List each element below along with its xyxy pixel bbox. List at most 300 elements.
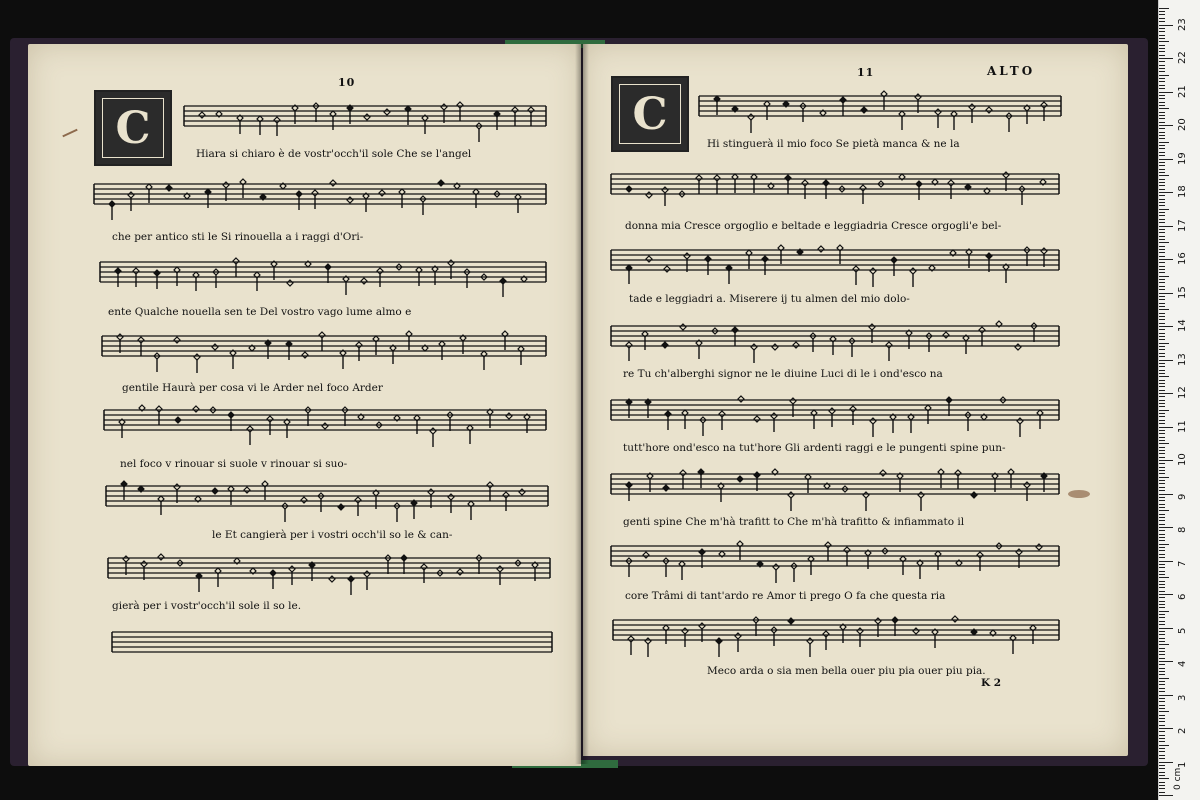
ruler-number: 12 bbox=[1177, 386, 1188, 399]
ruler-tick bbox=[1159, 507, 1165, 508]
ruler-tick bbox=[1159, 658, 1165, 659]
ruler-tick bbox=[1159, 544, 1169, 545]
ruler-tick bbox=[1159, 427, 1173, 428]
ruler-tick bbox=[1159, 108, 1169, 109]
ruler-tick bbox=[1159, 567, 1165, 568]
ruler-tick bbox=[1159, 715, 1165, 716]
ink-mark bbox=[62, 129, 77, 138]
ruler-tick bbox=[1159, 430, 1165, 431]
ruler-tick bbox=[1159, 661, 1173, 662]
ruler-tick bbox=[1159, 212, 1165, 213]
staff-line bbox=[108, 548, 550, 588]
ruler-tick bbox=[1159, 239, 1165, 240]
ruler-tick bbox=[1159, 782, 1165, 783]
ruler-tick bbox=[1159, 299, 1165, 300]
paper-stain bbox=[1068, 490, 1090, 498]
ruler-tick bbox=[1159, 393, 1173, 394]
ruler-tick bbox=[1159, 708, 1165, 709]
ruler-tick bbox=[1159, 504, 1165, 505]
ruler-number: 8 bbox=[1177, 526, 1188, 533]
ruler-tick bbox=[1159, 772, 1165, 773]
ruler-tick bbox=[1159, 762, 1173, 763]
ruler-tick bbox=[1159, 664, 1165, 665]
ruler-tick bbox=[1159, 668, 1165, 669]
ruler-tick bbox=[1159, 199, 1165, 200]
ruler-number: 23 bbox=[1177, 17, 1188, 31]
ruler-tick bbox=[1159, 155, 1165, 156]
ruler-tick bbox=[1159, 306, 1165, 307]
ruler-number: 16 bbox=[1177, 252, 1188, 265]
ruler-tick bbox=[1159, 671, 1165, 672]
ruler-tick bbox=[1159, 102, 1165, 103]
ruler-tick bbox=[1159, 604, 1165, 605]
ruler-tick bbox=[1159, 192, 1173, 193]
ruler-tick bbox=[1159, 98, 1165, 99]
ruler-tick bbox=[1159, 728, 1173, 729]
ruler-tick bbox=[1159, 453, 1165, 454]
ruler-tick bbox=[1159, 132, 1165, 133]
ruler-number: 14 bbox=[1177, 319, 1188, 332]
ruler-tick bbox=[1159, 366, 1165, 367]
ruler-tick bbox=[1159, 219, 1165, 220]
ruler-tick bbox=[1159, 494, 1173, 495]
ruler-tick bbox=[1159, 256, 1165, 257]
ruler-tick bbox=[1159, 145, 1165, 146]
staff-line bbox=[184, 96, 546, 136]
ruler-number: 4 bbox=[1177, 660, 1188, 667]
ruler-tick bbox=[1159, 748, 1165, 749]
ruler-tick bbox=[1159, 571, 1165, 572]
ruler-tick bbox=[1159, 480, 1165, 481]
ruler-tick bbox=[1159, 38, 1165, 39]
ruler-tick bbox=[1159, 423, 1165, 424]
ruler-tick bbox=[1159, 85, 1165, 86]
ruler-tick bbox=[1159, 527, 1173, 528]
ruler-tick bbox=[1159, 21, 1165, 22]
ruler-tick bbox=[1159, 795, 1173, 796]
ruler-tick bbox=[1159, 81, 1165, 82]
lyric-line: core Trâmi di tant'ardo re Amor ti prego O fa che questa ria bbox=[625, 590, 946, 602]
ruler-tick bbox=[1159, 678, 1169, 679]
ruler-number: 9 bbox=[1177, 493, 1188, 500]
ruler-number: 11 bbox=[1177, 419, 1188, 433]
ruler-tick bbox=[1159, 252, 1165, 253]
ruler-tick bbox=[1159, 534, 1165, 535]
ruler-tick bbox=[1159, 591, 1165, 592]
ruler-tick bbox=[1159, 406, 1165, 407]
staff-line bbox=[100, 252, 546, 292]
ruler-tick bbox=[1159, 433, 1165, 434]
ruler-tick bbox=[1159, 215, 1165, 216]
ruler-tick bbox=[1159, 75, 1169, 76]
ruler-tick bbox=[1159, 226, 1173, 227]
ruler-tick bbox=[1159, 674, 1165, 675]
ruler-tick bbox=[1159, 638, 1165, 639]
ruler-tick bbox=[1159, 557, 1165, 558]
ruler-tick bbox=[1159, 718, 1165, 719]
ruler-tick bbox=[1159, 179, 1165, 180]
ruler-tick bbox=[1159, 112, 1165, 113]
ruler-tick bbox=[1159, 775, 1165, 776]
ruler-tick bbox=[1159, 303, 1165, 304]
ruler-tick bbox=[1159, 755, 1165, 756]
ruler-number: 2 bbox=[1177, 727, 1188, 734]
staff-line bbox=[94, 174, 546, 214]
ruler-tick bbox=[1159, 333, 1165, 334]
ruler-tick bbox=[1159, 185, 1165, 186]
ruler-tick bbox=[1159, 363, 1165, 364]
ruler-tick bbox=[1159, 490, 1165, 491]
ruler-tick bbox=[1159, 584, 1165, 585]
ruler-tick bbox=[1159, 631, 1165, 632]
signature-mark: K 2 bbox=[981, 677, 1002, 689]
ruler-number: 3 bbox=[1177, 694, 1188, 701]
ruler-tick bbox=[1159, 681, 1165, 682]
ruler-tick bbox=[1159, 45, 1165, 46]
ruler-tick bbox=[1159, 574, 1165, 575]
ruler-number: 21 bbox=[1177, 84, 1188, 98]
ruler-tick bbox=[1159, 105, 1165, 106]
ruler-tick bbox=[1159, 403, 1165, 404]
ruler-tick bbox=[1159, 289, 1165, 290]
ruler-tick bbox=[1159, 487, 1165, 488]
ruler-tick bbox=[1159, 353, 1165, 354]
ruler-tick bbox=[1159, 621, 1165, 622]
ruler-tick bbox=[1159, 135, 1165, 136]
ruler-tick bbox=[1159, 319, 1165, 320]
ruler-tick bbox=[1159, 370, 1165, 371]
ruler-tick bbox=[1159, 587, 1165, 588]
ruler-tick bbox=[1159, 293, 1173, 294]
ruler-tick bbox=[1159, 457, 1165, 458]
ruler-tick bbox=[1159, 396, 1165, 397]
ruler-tick bbox=[1159, 617, 1165, 618]
ruler-tick bbox=[1159, 182, 1165, 183]
ruler-tick bbox=[1159, 25, 1173, 26]
decorated-initial-right: C bbox=[611, 76, 689, 152]
lyric-line: re Tu ch'alberghi signor ne le diuine Luci di le i ond'esco na bbox=[623, 368, 943, 380]
ruler-tick bbox=[1159, 326, 1173, 327]
ruler-tick bbox=[1159, 416, 1165, 417]
ruler-tick bbox=[1159, 175, 1169, 176]
ruler-number: 6 bbox=[1177, 593, 1188, 600]
staff-line bbox=[611, 536, 1059, 576]
ruler-tick bbox=[1159, 386, 1165, 387]
ruler-tick bbox=[1159, 242, 1169, 243]
ruler-tick bbox=[1159, 648, 1165, 649]
ruler-tick bbox=[1159, 684, 1165, 685]
ruler-number: 10 bbox=[1177, 453, 1188, 466]
lyric-line: le Et cangierà per i vostri occh'il so le & can- bbox=[212, 529, 453, 541]
measuring-ruler bbox=[1158, 0, 1200, 800]
ruler-tick bbox=[1159, 232, 1165, 233]
ruler-tick bbox=[1159, 35, 1165, 36]
ruler-tick bbox=[1159, 725, 1165, 726]
ruler-tick bbox=[1159, 346, 1165, 347]
ruler-tick bbox=[1159, 497, 1165, 498]
ruler-tick bbox=[1159, 71, 1165, 72]
ruler-tick bbox=[1159, 122, 1165, 123]
ruler-tick bbox=[1159, 641, 1165, 642]
ruler-tick bbox=[1159, 313, 1165, 314]
ruler-tick bbox=[1159, 336, 1165, 337]
ruler-tick bbox=[1159, 152, 1165, 153]
ruler-tick bbox=[1159, 634, 1165, 635]
ruler-tick bbox=[1159, 373, 1165, 374]
ruler-tick bbox=[1159, 41, 1169, 42]
ruler-tick bbox=[1159, 259, 1173, 260]
lyric-line: gierà per i vostr'occh'il sole il so le. bbox=[112, 600, 302, 612]
ruler-tick bbox=[1159, 356, 1165, 357]
lyric-line: genti spine Che m'hà trafitt to Che m'hà trafitto & infiammato il bbox=[623, 516, 965, 528]
staff-line bbox=[106, 476, 548, 516]
ruler-tick bbox=[1159, 701, 1165, 702]
ruler-number: 7 bbox=[1177, 560, 1188, 567]
ruler-number: 18 bbox=[1177, 185, 1188, 198]
ruler-tick bbox=[1159, 537, 1165, 538]
ruler-tick bbox=[1159, 688, 1165, 689]
ruler-tick bbox=[1159, 437, 1165, 438]
ruler-tick bbox=[1159, 229, 1165, 230]
ruler-tick bbox=[1159, 698, 1165, 699]
lyric-line: Hi stinguerà il mio foco Se pietà manca & ne la bbox=[707, 138, 960, 150]
ruler-tick bbox=[1159, 360, 1173, 361]
ruler-tick bbox=[1159, 142, 1169, 143]
ruler-tick bbox=[1159, 329, 1165, 330]
ruler-tick bbox=[1159, 51, 1165, 52]
ruler-tick bbox=[1159, 614, 1165, 615]
lyric-line: nel foco v rinouar si suole v rinouar si suo- bbox=[120, 458, 348, 470]
ruler-tick bbox=[1159, 343, 1169, 344]
ruler-tick bbox=[1159, 159, 1173, 160]
ruler-tick bbox=[1159, 95, 1165, 96]
ruler-tick bbox=[1159, 554, 1165, 555]
ruler-tick bbox=[1159, 463, 1165, 464]
ruler-tick bbox=[1159, 524, 1165, 525]
ruler-tick bbox=[1159, 450, 1165, 451]
lyric-line: tutt'hore ond'esco na tut'hore Gli ardenti raggi e le pungenti spine pun- bbox=[623, 442, 1006, 454]
ruler-tick bbox=[1159, 202, 1165, 203]
right-page bbox=[583, 44, 1128, 756]
ruler-tick bbox=[1159, 266, 1165, 267]
ruler-tick bbox=[1159, 189, 1165, 190]
ruler-tick bbox=[1159, 443, 1169, 444]
ruler-tick bbox=[1159, 440, 1165, 441]
ruler-tick bbox=[1159, 349, 1165, 350]
ruler-tick bbox=[1159, 276, 1169, 277]
ruler-tick bbox=[1159, 691, 1165, 692]
ruler-tick bbox=[1159, 169, 1165, 170]
ruler-tick bbox=[1159, 564, 1165, 565]
ruler-tick bbox=[1159, 510, 1169, 511]
ruler-tick bbox=[1159, 14, 1165, 15]
ruler-tick bbox=[1159, 597, 1165, 598]
ruler-tick bbox=[1159, 735, 1165, 736]
ruler-tick bbox=[1159, 269, 1165, 270]
lyric-line: tade e leggiadri a. Miserere ij tu almen del mio dolo- bbox=[629, 293, 910, 305]
ruler-number: 1 bbox=[1177, 761, 1188, 768]
staff-line bbox=[611, 464, 1059, 504]
lyric-line: gentile Haurà per cosa vi le Arder nel foco Arder bbox=[122, 382, 383, 394]
ruler-tick bbox=[1159, 483, 1165, 484]
ruler-tick bbox=[1159, 517, 1165, 518]
ruler-tick bbox=[1159, 296, 1165, 297]
ruler-tick bbox=[1159, 138, 1165, 139]
ruler-tick bbox=[1159, 785, 1165, 786]
voice-part-label: ALTO bbox=[987, 64, 1036, 78]
ruler-unit-label: 0 cm bbox=[1173, 767, 1183, 790]
ruler-tick bbox=[1159, 561, 1173, 562]
staff-line bbox=[104, 400, 546, 440]
ruler-tick bbox=[1159, 18, 1165, 19]
ruler-tick bbox=[1159, 282, 1165, 283]
ruler-tick bbox=[1159, 741, 1165, 742]
ruler-tick bbox=[1159, 530, 1165, 531]
ruler-tick bbox=[1159, 778, 1169, 779]
ruler-tick bbox=[1159, 550, 1165, 551]
ruler-tick bbox=[1159, 514, 1165, 515]
left-page bbox=[28, 44, 581, 766]
ruler-tick bbox=[1159, 323, 1165, 324]
ruler-tick bbox=[1159, 470, 1165, 471]
ruler-tick bbox=[1159, 758, 1165, 759]
ruler-tick bbox=[1159, 467, 1165, 468]
right-page-number: 11 bbox=[857, 66, 875, 79]
ruler-tick bbox=[1159, 118, 1165, 119]
ruler-tick bbox=[1159, 447, 1165, 448]
ruler-tick bbox=[1159, 205, 1165, 206]
ruler-tick bbox=[1159, 68, 1165, 69]
ruler-tick bbox=[1159, 654, 1165, 655]
staff-line bbox=[611, 390, 1059, 430]
lyric-line: Meco arda o sia men bella ouer piu pia ouer piu pia. bbox=[707, 665, 986, 677]
ruler-tick bbox=[1159, 339, 1165, 340]
ruler-tick bbox=[1159, 165, 1165, 166]
ruler-tick bbox=[1159, 400, 1165, 401]
ruler-number: 15 bbox=[1177, 285, 1188, 299]
ruler-tick bbox=[1159, 272, 1165, 273]
ruler-tick bbox=[1159, 236, 1165, 237]
ruler-tick bbox=[1159, 473, 1165, 474]
ruler-tick bbox=[1159, 48, 1165, 49]
ruler-tick bbox=[1159, 410, 1169, 411]
ruler-tick bbox=[1159, 88, 1165, 89]
ruler-tick bbox=[1159, 705, 1165, 706]
ruler-tick bbox=[1159, 286, 1165, 287]
ruler-tick bbox=[1159, 644, 1169, 645]
ruler-tick bbox=[1159, 78, 1165, 79]
ruler-tick bbox=[1159, 651, 1165, 652]
ruler-tick bbox=[1159, 55, 1165, 56]
staff-line bbox=[699, 86, 1061, 126]
ruler-tick bbox=[1159, 376, 1169, 377]
ruler-tick bbox=[1159, 420, 1165, 421]
staff-line bbox=[613, 610, 1059, 650]
ruler-tick bbox=[1159, 195, 1165, 196]
ruler-tick bbox=[1159, 738, 1165, 739]
ruler-tick bbox=[1159, 500, 1165, 501]
ruler-tick bbox=[1159, 751, 1165, 752]
ruler-tick bbox=[1159, 262, 1165, 263]
ruler-number: 17 bbox=[1177, 218, 1188, 232]
decorated-initial-left: C bbox=[94, 90, 172, 166]
ruler-number: 22 bbox=[1177, 51, 1188, 64]
left-page-number: 10 bbox=[338, 76, 356, 89]
ruler-tick bbox=[1159, 607, 1165, 608]
lyric-line: che per antico sti le Si rinouella a i raggi d'Ori- bbox=[112, 231, 364, 243]
ruler-tick bbox=[1159, 309, 1169, 310]
ruler-tick bbox=[1159, 594, 1173, 595]
staff-line bbox=[102, 326, 546, 366]
ruler-tick bbox=[1159, 128, 1165, 129]
ruler-number: 20 bbox=[1177, 118, 1188, 131]
staff-line bbox=[611, 164, 1059, 204]
ruler-tick bbox=[1159, 520, 1165, 521]
ruler-tick bbox=[1159, 61, 1165, 62]
ruler-tick bbox=[1159, 125, 1173, 126]
ruler-tick bbox=[1159, 721, 1165, 722]
page-gutter bbox=[575, 44, 589, 764]
ruler-tick bbox=[1159, 765, 1165, 766]
ruler-tick bbox=[1159, 65, 1165, 66]
ruler-tick bbox=[1159, 581, 1165, 582]
ruler-tick bbox=[1159, 172, 1165, 173]
ruler-tick bbox=[1159, 745, 1169, 746]
staff-line bbox=[611, 240, 1059, 280]
ruler-tick bbox=[1159, 390, 1165, 391]
staff-line bbox=[611, 316, 1059, 356]
lyric-line: donna mia Cresce orgoglio e beltade e leggiadria Cresce orgogli'e bel- bbox=[625, 220, 1002, 232]
ruler-tick bbox=[1159, 209, 1169, 210]
ruler-tick bbox=[1159, 460, 1173, 461]
ruler-number: 19 bbox=[1177, 151, 1188, 165]
ruler-number: 13 bbox=[1177, 352, 1188, 366]
ruler-tick bbox=[1159, 413, 1165, 414]
lyric-line: Hiara si chiaro è de vostr'occh'il sole Che se l'angel bbox=[196, 148, 472, 160]
ruler-tick bbox=[1159, 792, 1165, 793]
ruler-tick bbox=[1159, 31, 1165, 32]
ruler-tick bbox=[1159, 611, 1169, 612]
lyric-line: ente Qualche nouella sen te Del vostro vago lume almo e bbox=[108, 306, 412, 318]
ruler-tick bbox=[1159, 547, 1165, 548]
ruler-number: 5 bbox=[1177, 627, 1188, 634]
ruler-tick bbox=[1159, 58, 1173, 59]
ruler-tick bbox=[1159, 222, 1165, 223]
ruler-tick bbox=[1159, 788, 1165, 789]
ruler-tick bbox=[1159, 279, 1165, 280]
ruler-tick bbox=[1159, 731, 1165, 732]
ruler-tick bbox=[1159, 577, 1169, 578]
ruler-tick bbox=[1159, 316, 1165, 317]
ruler-tick bbox=[1159, 28, 1165, 29]
ruler-tick bbox=[1159, 92, 1173, 93]
ruler-tick bbox=[1159, 628, 1173, 629]
ruler-tick bbox=[1159, 540, 1165, 541]
ruler-tick bbox=[1159, 162, 1165, 163]
ruler-tick bbox=[1159, 8, 1169, 9]
ruler-tick bbox=[1159, 695, 1173, 696]
ruler-tick bbox=[1159, 711, 1169, 712]
ruler-tick bbox=[1159, 115, 1165, 116]
ruler-tick bbox=[1159, 477, 1169, 478]
ruler-tick bbox=[1159, 383, 1165, 384]
ruler-tick bbox=[1159, 601, 1165, 602]
ruler-tick bbox=[1159, 768, 1165, 769]
empty-staff bbox=[112, 622, 552, 662]
ruler-tick bbox=[1159, 246, 1165, 247]
ruler-tick bbox=[1159, 380, 1165, 381]
ruler-tick bbox=[1159, 148, 1165, 149]
